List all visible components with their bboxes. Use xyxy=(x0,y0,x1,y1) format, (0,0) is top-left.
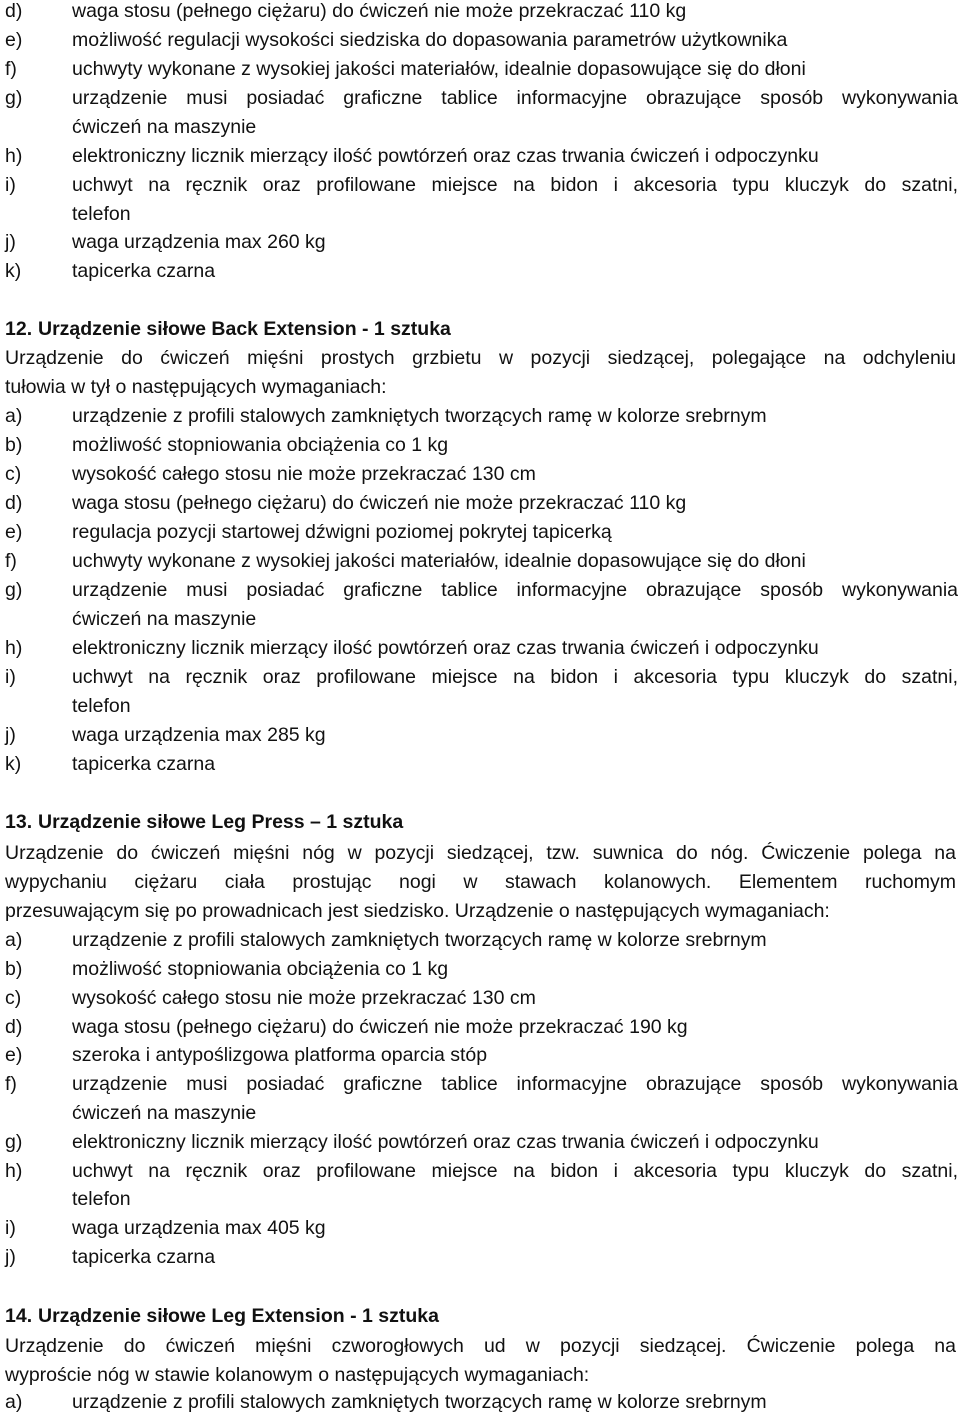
list-marker: b) xyxy=(5,958,23,980)
section-number: 12. xyxy=(5,318,33,340)
list-item xyxy=(0,0,958,26)
list-marker: i) xyxy=(5,1217,16,1239)
section-heading xyxy=(0,1302,958,1331)
list-item-text: szeroka i antypoślizgowa platforma oparcia stóp xyxy=(72,1044,488,1066)
list-item-text-continuation: telefon xyxy=(72,203,131,225)
list-marker: c) xyxy=(5,463,22,485)
list-item-text: waga stosu (pełnego ciężaru) do ćwiczeń nie może przekraczać 110 kg xyxy=(72,0,687,22)
list-item-text: tapicerka czarna xyxy=(72,1246,216,1268)
list-marker: k) xyxy=(5,260,22,282)
list-item-text: elektroniczny licznik mierzący ilość powtórzeń oraz czas trwania ćwiczeń i odpoczynku xyxy=(72,145,819,167)
section-intro xyxy=(0,1361,958,1390)
list-item-text: waga urządzenia max 405 kg xyxy=(72,1217,326,1239)
list-marker: a) xyxy=(5,929,23,951)
list-marker: i) xyxy=(5,174,16,196)
list-item-continuation xyxy=(0,113,958,142)
list-marker: b) xyxy=(5,434,23,456)
list-marker: h) xyxy=(5,637,23,659)
section-intro xyxy=(0,897,958,926)
list-item-text: urządzenie z profili stalowych zamkniętych tworzących ramę w kolorze srebrnym xyxy=(72,1391,767,1413)
list-marker: d) xyxy=(5,0,23,22)
list-marker: g) xyxy=(5,1131,23,1153)
list-item-text: uchwyt na ręcznik oraz profilowane miejsce na bidon i akcesoria typu kluczyk do szatni, xyxy=(72,1160,958,1182)
list-item xyxy=(0,402,958,431)
list-marker: e) xyxy=(5,29,23,51)
section-number: 14. xyxy=(5,1305,33,1327)
list-item-continuation xyxy=(0,1185,958,1214)
list-marker: e) xyxy=(5,521,23,543)
section-intro xyxy=(0,839,958,868)
section-intro xyxy=(0,868,958,897)
section-title: Urządzenie siłowe Leg Press – 1 sztuka xyxy=(38,811,404,833)
list-item xyxy=(0,750,958,779)
list-item xyxy=(0,547,958,576)
section-heading xyxy=(0,808,958,837)
list-marker: a) xyxy=(5,1391,23,1413)
list-item-text: waga stosu (pełnego ciężaru) do ćwiczeń nie może przekraczać 110 kg xyxy=(72,492,687,514)
list-item xyxy=(0,1041,958,1070)
list-item xyxy=(0,955,958,984)
list-item xyxy=(0,634,958,663)
list-item-text: wysokość całego stosu nie może przekraczać 130 cm xyxy=(72,463,536,485)
list-item-text: urządzenie musi posiadać graficzne tablice informacyjne obrazujące sposób wykonywania xyxy=(72,579,958,601)
list-item-continuation xyxy=(0,200,958,229)
list-item-text-continuation: telefon xyxy=(72,1188,131,1210)
list-item xyxy=(0,663,958,692)
section-intro-line: Urządzenie do ćwiczeń mięśni prostych grzbietu w pozycji siedzącej, polegające na odchyleniu xyxy=(5,347,956,369)
section-intro-line: tułowia w tył o następujących wymaganiach: xyxy=(5,376,387,398)
list-item-text: waga stosu (pełnego ciężaru) do ćwiczeń nie może przekraczać 190 kg xyxy=(72,1016,688,1038)
list-item xyxy=(0,518,958,547)
list-item xyxy=(0,926,958,955)
section-intro-line: wypychaniu ciężaru ciała prostując nogi w stawach kolanowych. Elementem ruchomym xyxy=(5,871,956,893)
list-item xyxy=(0,1128,958,1157)
list-marker: d) xyxy=(5,1016,23,1038)
list-marker: j) xyxy=(5,231,16,253)
list-marker: g) xyxy=(5,579,23,601)
list-item-text: tapicerka czarna xyxy=(72,753,216,775)
section-intro-line: Urządzenie do ćwiczeń mięśni nóg w pozycji siedzącej, tzw. suwnica do nóg. Ćwiczenie polega na xyxy=(5,842,956,864)
list-item-text: możliwość stopniowania obciążenia co 1 kg xyxy=(72,958,449,980)
list-marker: e) xyxy=(5,1044,23,1066)
list-marker: c) xyxy=(5,987,22,1009)
list-item-continuation xyxy=(0,605,958,634)
list-item xyxy=(0,576,958,605)
list-marker: f) xyxy=(5,58,17,80)
list-marker: h) xyxy=(5,145,23,167)
list-item xyxy=(0,1013,958,1042)
list-marker: j) xyxy=(5,724,16,746)
section-title: Urządzenie siłowe Leg Extension - 1 sztuka xyxy=(38,1305,439,1327)
section-number: 13. xyxy=(5,811,33,833)
list-marker: i) xyxy=(5,666,16,688)
section-heading xyxy=(0,315,958,344)
list-item xyxy=(0,1214,958,1243)
section-intro xyxy=(0,1332,958,1361)
list-marker: j) xyxy=(5,1246,16,1268)
list-item xyxy=(0,984,958,1013)
list-item-text: urządzenie musi posiadać graficzne tablice informacyjne obrazujące sposób wykonywania xyxy=(72,87,958,109)
list-item-text: elektroniczny licznik mierzący ilość powtórzeń oraz czas trwania ćwiczeń i odpoczynku xyxy=(72,1131,819,1153)
list-item-text: urządzenie z profili stalowych zamkniętych tworzących ramę w kolorze srebrnym xyxy=(72,405,767,427)
list-item-text: uchwyt na ręcznik oraz profilowane miejsce na bidon i akcesoria typu kluczyk do szatni, xyxy=(72,666,958,688)
list-item xyxy=(0,460,958,489)
list-item xyxy=(0,257,958,286)
list-item xyxy=(0,1243,958,1272)
list-item-text: uchwyty wykonane z wysokiej jakości materiałów, idealnie dopasowujące się do dłoni xyxy=(72,550,806,572)
list-item xyxy=(0,228,958,257)
list-item xyxy=(0,55,958,84)
section-intro xyxy=(0,344,958,373)
list-marker: f) xyxy=(5,1073,17,1095)
list-item xyxy=(0,84,958,113)
list-marker: f) xyxy=(5,550,17,572)
list-marker: d) xyxy=(5,492,23,514)
list-item-text: urządzenie z profili stalowych zamkniętych tworzących ramę w kolorze srebrnym xyxy=(72,929,767,951)
list-item-text: urządzenie musi posiadać graficzne tablice informacyjne obrazujące sposób wykonywania xyxy=(72,1073,958,1095)
list-item xyxy=(0,1070,958,1099)
list-item-text: elektroniczny licznik mierzący ilość powtórzeń oraz czas trwania ćwiczeń i odpoczynku xyxy=(72,637,819,659)
list-item xyxy=(0,721,958,750)
section-title: Urządzenie siłowe Back Extension - 1 sztuka xyxy=(38,318,451,340)
list-item-text: uchwyt na ręcznik oraz profilowane miejsce na bidon i akcesoria typu kluczyk do szatni, xyxy=(72,174,958,196)
list-item xyxy=(0,142,958,171)
list-item-text-continuation: ćwiczeń na maszynie xyxy=(72,608,257,630)
list-marker: a) xyxy=(5,405,23,427)
list-item-text: uchwyty wykonane z wysokiej jakości materiałów, idealnie dopasowujące się do dłoni xyxy=(72,58,806,80)
list-item-text-continuation: ćwiczeń na maszynie xyxy=(72,1102,257,1124)
list-item xyxy=(0,431,958,460)
section-intro-line: Urządzenie do ćwiczeń mięśni czworogłowych ud w pozycji siedzącej. Ćwiczenie polega na xyxy=(5,1335,956,1357)
section-intro xyxy=(0,373,958,402)
list-item-continuation xyxy=(0,692,958,721)
section-intro-line: wyproście nóg w stawie kolanowym o następujących wymaganiach: xyxy=(5,1364,590,1386)
list-item-text: możliwość stopniowania obciążenia co 1 kg xyxy=(72,434,449,456)
list-item-text: waga urządzenia max 260 kg xyxy=(72,231,326,253)
list-marker: k) xyxy=(5,753,22,775)
list-marker: h) xyxy=(5,1160,23,1182)
list-item-continuation xyxy=(0,1099,958,1128)
list-marker: g) xyxy=(5,87,23,109)
list-item xyxy=(0,171,958,200)
list-item-text: tapicerka czarna xyxy=(72,260,216,282)
list-item xyxy=(0,1388,958,1417)
list-item xyxy=(0,489,958,518)
list-item-text: waga urządzenia max 285 kg xyxy=(72,724,326,746)
section-intro-line: przesuwającym się po prowadnicach jest siedzisko. Urządzenie o następujących wymaganiach: xyxy=(5,900,830,922)
list-item xyxy=(0,1157,958,1186)
list-item-text-continuation: ćwiczeń na maszynie xyxy=(72,116,257,138)
list-item-text-continuation: telefon xyxy=(72,695,131,717)
list-item-text: wysokość całego stosu nie może przekraczać 130 cm xyxy=(72,987,536,1009)
list-item-text: regulacja pozycji startowej dźwigni poziomej pokrytej tapicerką xyxy=(72,521,612,543)
list-item-text: możliwość regulacji wysokości siedziska do dopasowania parametrów użytkownika xyxy=(72,29,788,51)
list-item xyxy=(0,26,958,55)
